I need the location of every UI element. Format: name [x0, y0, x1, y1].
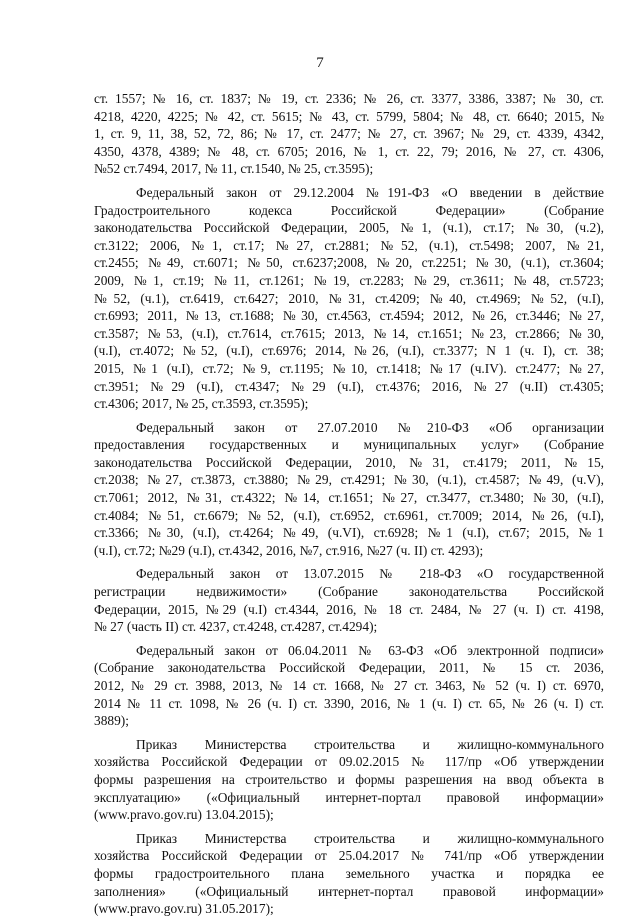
text-line: ст.4306; 2017, № 25, ст.3593, ст.3595); [94, 396, 309, 412]
text-line: 1, ст. 9, 11, 38, 52, 72, 86; № 17, ст. 2477; № 27, ст. 3967; № 29, ст. 4339, 4342, [94, 126, 604, 142]
text-line: 4350, 4378, 4389; № 48, ст. 6705; 2016, № 1, ст. 22, 79; 2016, № 27, ст. 4306, [94, 143, 604, 159]
text-line: Федеральный закон от 13.07.2015 № 218-ФЗ «О государственной [136, 566, 604, 582]
text-line: регистрации недвижимости» (Собрание законодательства Российской [94, 584, 604, 600]
paragraph-order-117-pr [94, 736, 604, 824]
text-line: предоставления государственных и муниципальных услуг» (Собрание [94, 437, 604, 453]
text-line: ст.2038; №27, ст.3873, ст.3880; №29, ст.4291; №30, (ч.1), ст.4587; №49, (ч.V), [94, 472, 604, 488]
paragraph-law-218-fz [94, 565, 604, 635]
text-line: Федеральный закон от 29.12.2004 №191-ФЗ «О введении в действие [136, 184, 604, 200]
text-line: 2015, №1 (ч.I), ст.72; №9, ст.1195; №10, ст.1418; №17 (ч.IV). ст.2477; №27, [94, 360, 604, 376]
text-line: (Собрание законодательства Российской Федерации, 2011, № 15 ст. 2036, [94, 660, 604, 676]
text-line: ст.3587; №53, (ч.I), ст.7614, ст.7615; 2013, №14, ст.1651; №23, ст.2866; №30, [94, 325, 604, 341]
text-line: Приказ Министерства строительства и жилищно-коммунального [136, 736, 604, 752]
text-line: хозяйства Российской Федерации от 09.02.2015 № 117/пр «Об утверждении [94, 754, 604, 770]
paragraph-law-210-fz [94, 419, 604, 560]
text-line: 4218, 4220, 4225; № 42, ст. 5615; № 43, ст. 5799, 5804; № 48, ст. 6640; 2015, № [94, 108, 604, 124]
paragraph-continuation [94, 90, 604, 178]
text-line: законодательства Российской Федерации, 2010, №31, ст.4179; 2011, №15, [94, 454, 604, 470]
text-line: формы градостроительного плана земельного участка и порядка ее [94, 865, 604, 881]
text-line: (ч.I), ст.72; №29 (ч.I), ст.4342, 2016, №7, ст.916, №27 (ч. II) ст. 4293); [94, 542, 484, 558]
text-line: (www.pravo.gov.ru) 13.04.2015); [94, 807, 274, 823]
paragraph-law-63-fz [94, 642, 604, 730]
text-line: Градостроительного кодекса Российской Федерации» (Собрание [94, 202, 604, 218]
text-line: №52 ст.7494, 2017, № 11, ст.1540, № 25, ст.3595); [94, 161, 374, 177]
text-line: №52, (ч.1), ст.6419, ст.6427; 2010, №31, ст.4209; №40, ст.4969; №52, (ч.I), [94, 290, 604, 306]
text-line: ст.3122; 2006, №1, ст.17; №27, ст.2881; №52, (ч.1), ст.5498; 2007, №21, [94, 237, 604, 253]
document-body [94, 90, 604, 924]
text-line: ст.3366; №30, (ч.I), ст.4264; №49, (ч.VI), ст.6928; №1 (ч.I), ст.67; 2015, №1 [94, 525, 604, 541]
text-line: № 27 (часть II) ст. 4237, ст.4248, ст.4287, ст.4294); [94, 619, 378, 635]
paragraph-law-191-fz [94, 184, 604, 413]
text-line: заполнения» («Официальный интернет-портал правовой информации» [94, 883, 604, 899]
text-line: Федеральный закон от 06.04.2011 № 63-ФЗ «Об электронной подписи» [136, 642, 604, 658]
text-line: ст.3951; №29 (ч.I), ст.4347; №29 (ч.I), ст.4376; 2016, №27 (ч.II) ст.4305; [94, 378, 604, 394]
text-line: ст.2455; №49, ст.6071; №50, ст.6237;2008, №20, ст.2251; №30, (ч.1), ст.3604; [94, 255, 604, 271]
text-line: (www.pravo.gov.ru) 31.05.2017); [94, 901, 274, 917]
text-line: законодательства Российской Федерации, 2005, №1, (ч.1), ст.17; №30, (ч.2), [94, 220, 604, 236]
text-line: (ч.I), ст.4072; №52, (ч.I), ст.6976; 2014, №26, (ч.I), ст.3377; N 1 (ч. I), ст. 38; [94, 343, 604, 359]
text-line: эксплуатацию» («Официальный интернет-портал правовой информации» [94, 789, 604, 805]
text-line: 2014 № 11 ст. 1098, № 26 (ч. I) ст. 3390, 2016, № 1 (ч. I) ст. 65, № 26 (ч. I) ст. [94, 695, 604, 711]
text-line: Приказ Министерства строительства и жилищно-коммунального [136, 830, 604, 846]
text-line: ст.6993; 2011, №13, ст.1688; №30, ст.4563, ст.4594; 2012, №26, ст.3446; №27, [94, 308, 604, 324]
text-line: хозяйства Российской Федерации от 25.04.2017 № 741/пр «Об утверждении [94, 848, 604, 864]
text-line: ст.7061; 2012, №31, ст.4322; №14, ст.1651; №27, ст.3477, ст.3480; №30, (ч.I), [94, 490, 604, 506]
text-line: Федеральный закон от 27.07.2010 №210-ФЗ «Об организации [136, 419, 604, 435]
text-line: Федерации, 2015, №29 (ч.I) ст.4344, 2016, № 18 ст. 2484, № 27 (ч. I) ст. 4198, [94, 601, 604, 617]
text-line: 3889); [94, 713, 129, 729]
text-line: формы разрешения на строительство и формы разрешения на ввод объекта в [94, 771, 604, 787]
page-number: 7 [316, 55, 324, 71]
text-line: ст.4084; №51, ст.6679; №52, (ч.I), ст.6952, ст.6961, ст.7009; 2014, №26, (ч.I), [94, 507, 604, 523]
text-line: ст. 1557; № 16, ст. 1837; № 19, ст. 2336; № 26, ст. 3377, 3386, 3387; № 30, ст. [94, 91, 604, 106]
text-line: 2009, №1, ст.19; №11, ст.1261; №19, ст.2283; №29, ст.3611; №48, ст.5723; [94, 272, 604, 288]
text-line: 2012, № 29 ст. 3988, 2013, № 14 ст. 1668, № 27 ст. 3463, № 52 (ч. I) ст. 6970, [94, 678, 604, 693]
